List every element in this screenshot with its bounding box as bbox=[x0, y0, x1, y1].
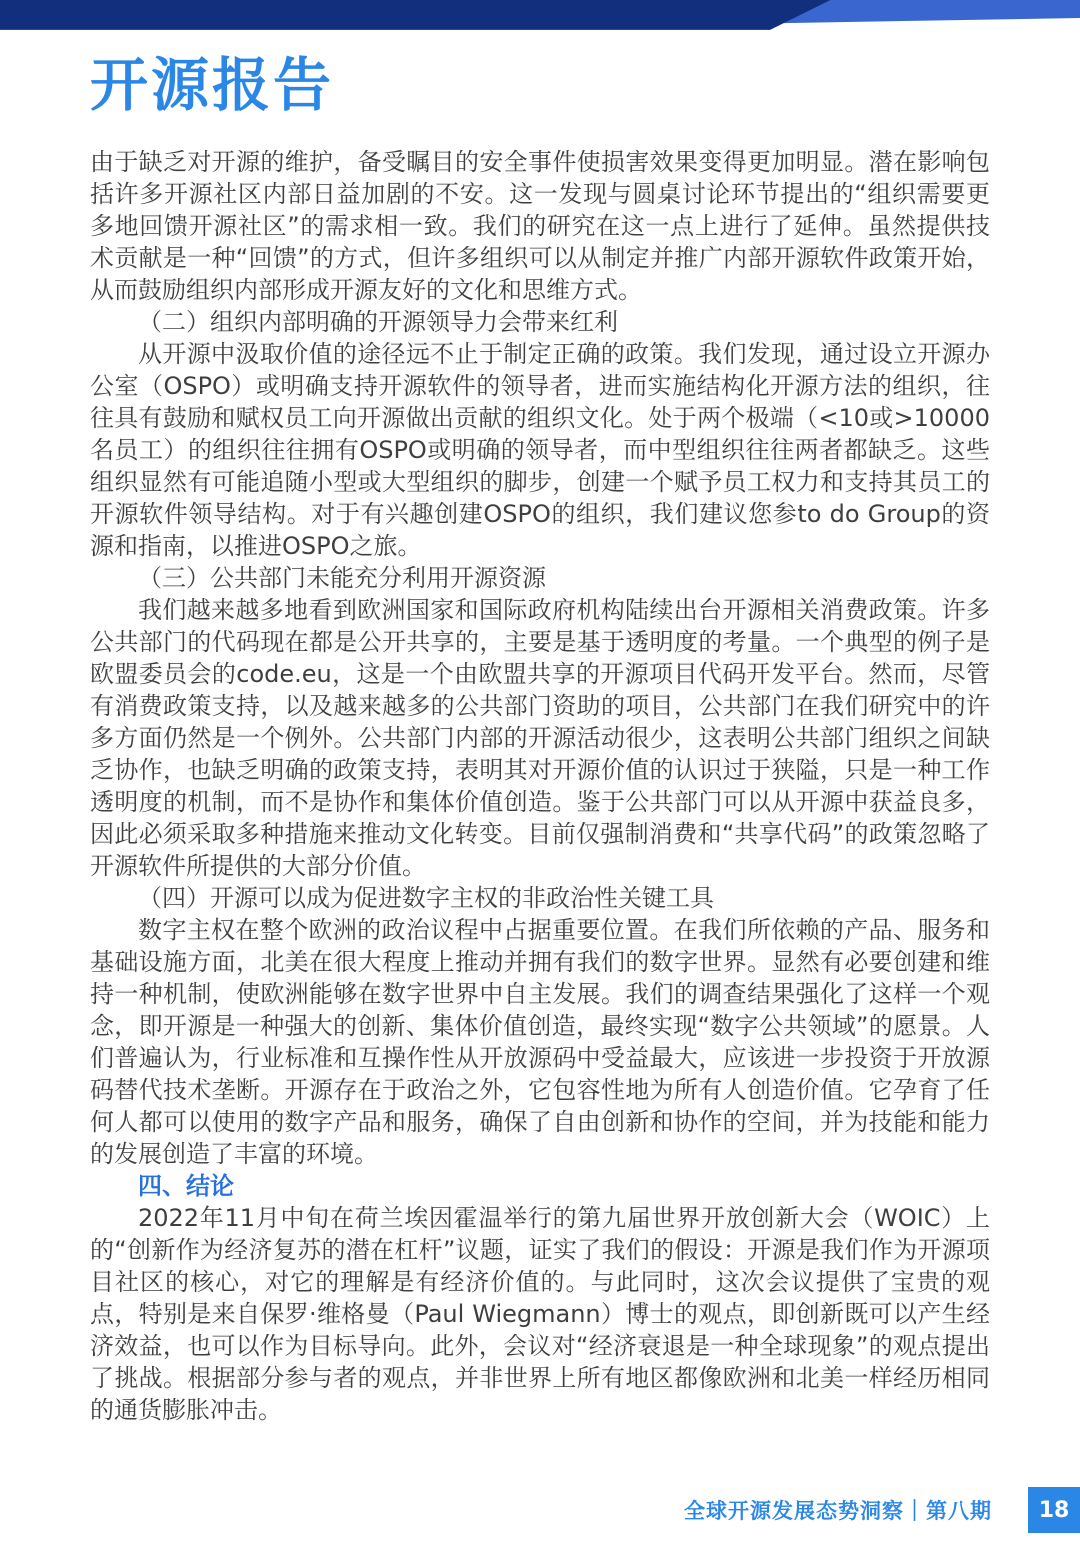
article-body bbox=[90, 146, 990, 1426]
sub-heading: （三）公共部门未能充分利用开源资源 bbox=[138, 564, 546, 592]
page-number-badge: 18 bbox=[1028, 1487, 1080, 1533]
section-heading: 四、结论 bbox=[138, 1172, 234, 1200]
header-banner bbox=[0, 0, 1080, 36]
sub-heading: （四）开源可以成为促进数字主权的非政治性关键工具 bbox=[138, 884, 714, 912]
paragraph: 从开源中汲取价值的途径远不止于制定正确的政策。我们发现，通过设立开源办公室（OSPO）或明确支持开源软件的领导者，进而实施结构化开源方法的组织，往往具有鼓励和赋权员工向开源做出贡献的组织文化。处于两个极端（<10或>10000名员工）的组织往往拥有OSPO或明确的领导者，而中型组织往往两者都缺乏。这些组织显然有可能追随小型或大型组织的脚步，创建一个赋予员工权力和支持其员工的开源软件领导结构。对于有兴趣创建OSPO的组织，我们建议您参to do Group的资源和指南，以推进OSPO之旅。 bbox=[90, 340, 990, 560]
footer-caption: 全球开源发展态势洞察｜第八期 bbox=[684, 1499, 992, 1523]
page-footer bbox=[684, 1487, 1080, 1533]
paragraph: 数字主权在整个欧洲的政治议程中占据重要位置。在我们所依赖的产品、服务和基础设施方面，北美在很大程度上推动并拥有我们的数字世界。显然有必要创建和维持一种机制，使欧洲能够在数字世界中自主发展。我们的调查结果强化了这样一个观念，即开源是一种强大的创新、集体价值创造，最终实现“数字公共领域”的愿景。人们普遍认为，行业标准和互操作性从开放源码中受益最大，应该进一步投资于开放源码替代技术垄断。开源存在于政治之外，它包容性地为所有人创造价值。它孕育了任何人都可以使用的数字产品和服务，确保了自由创新和协作的空间，并为技能和能力的发展创造了丰富的环境。 bbox=[90, 916, 990, 1168]
paragraph: 2022年11月中旬在荷兰埃因霍温举行的第九届世界开放创新大会（WOIC）上的“创新作为经济复苏的潜在杠杆”议题，证实了我们的假设：开源是我们作为开源项目社区的核心，对它的理解是有经济价值的。与此同时，这次会议提供了宝贵的观点，特别是来自保罗·维格曼（Paul Wiegmann）博士的观点，即创新既可以产生经济效益，也可以作为目标导向。此外，会议对“经济衰退是一种全球现象”的观点提出了挑战。根据部分参与者的观点，并非世界上所有地区都像欧洲和北美一样经历相同的通货膨胀冲击。 bbox=[90, 1204, 990, 1424]
sub-heading: （二）组织内部明确的开源领导力会带来红利 bbox=[138, 308, 618, 336]
page-title: 开源报告 bbox=[90, 51, 335, 119]
paragraph: 由于缺乏对开源的维护，备受瞩目的安全事件使损害效果变得更加明显。潜在影响包括许多开源社区内部日益加剧的不安。这一发现与圆桌讨论环节提出的“组织需要更多地回馈开源社区”的需求相一致。我们的研究在这一点上进行了延伸。虽然提供技术贡献是一种“回馈”的方式，但许多组织可以从制定并推广内部开源软件政策开始，从而鼓励组织内部形成开源友好的文化和思维方式。 bbox=[90, 148, 990, 304]
paragraph: 我们越来越多地看到欧洲国家和国际政府机构陆续出台开源相关消费政策。许多公共部门的代码现在都是公开共享的，主要是基于透明度的考量。一个典型的例子是欧盟委员会的code.eu，这是一个由欧盟共享的开源项目代码开发平台。然而，尽管有消费政策支持，以及越来越多的公共部门资助的项目，公共部门在我们研究中的许多方面仍然是一个例外。公共部门内部的开源活动很少，这表明公共部门组织之间缺乏协作，也缺乏明确的政策支持，表明其对开源价值的认识过于狭隘，只是一种工作透明度的机制，而不是协作和集体价值创造。鉴于公共部门可以从开源中获益良多，因此必须采取多种措施来推动文化转变。目前仅强制消费和“共享代码”的政策忽略了开源软件所提供的大部分价值。 bbox=[90, 596, 990, 880]
